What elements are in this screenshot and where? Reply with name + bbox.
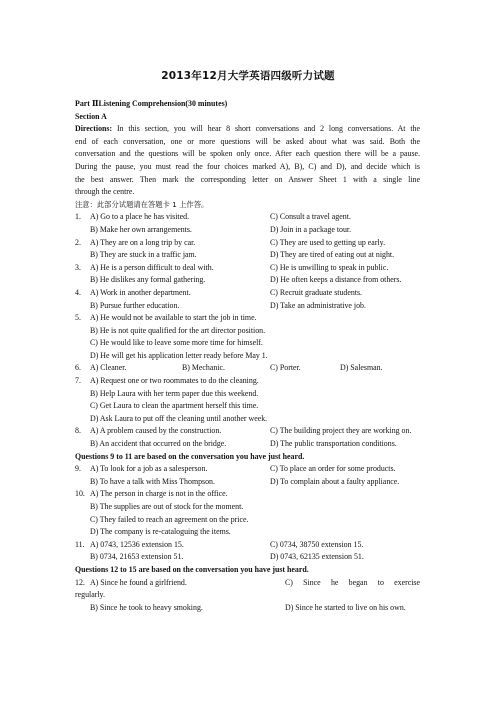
option-c: C) He would like to leave some more time for himself. <box>90 338 263 348</box>
option-b: B) The supplies are out of stock for the moment. <box>90 502 244 511</box>
questions-heading: Questions 12 to 15 are based on the conversation you have just heard. <box>75 564 309 574</box>
option-b: B) An accident that occurred on the bridge. <box>90 439 227 449</box>
option-a: A) He would not be available to start the job in time. <box>90 313 257 323</box>
option-c: C) He is unwilling to speak in public. <box>270 262 389 272</box>
option-d: D) To complain about a faulty appliance. <box>270 476 400 486</box>
option-c: C) They failed to reach an agreement on the price. <box>90 514 249 524</box>
option-d: D) Salesman. <box>340 363 383 373</box>
question-6 <box>75 362 420 375</box>
part-heading: Part ⅡListening Comprehension(30 minutes) <box>75 99 228 108</box>
question-number: 12. <box>75 577 85 587</box>
option-b: B) They are stuck in a traffic jam. <box>90 250 197 260</box>
option-c: C) 0734, 38750 extension 15. <box>270 539 364 549</box>
question-7 <box>75 375 420 388</box>
question-3 <box>75 262 420 275</box>
option-c: C) Porter. <box>270 363 301 373</box>
question-number: 5. <box>75 313 81 323</box>
question-number: 8. <box>75 426 81 436</box>
option-b: B) 0734, 21653 extension 51. <box>90 552 184 562</box>
document-body <box>75 98 420 614</box>
answer-sheet-note: 注意：此部分试题请在答题卡 1 上作答。 <box>75 199 209 209</box>
option-d: D) He often keeps a distance from others. <box>270 275 402 285</box>
question-number: 9. <box>75 464 81 474</box>
option-a: A) They are on a long trip by car. <box>90 237 196 247</box>
question-9 <box>75 463 420 476</box>
question-5 <box>75 312 420 325</box>
option-d: D) The public transportation conditions. <box>270 439 397 449</box>
question-number: 3. <box>75 262 81 272</box>
directions-line: end of each conversation, one or more questions will be asked about what was said. Both the <box>75 136 420 146</box>
question-number: 2. <box>75 237 81 247</box>
directions-line: During the pause, you must read the four choices marked A), B), C) and D), and decide which is <box>75 161 420 171</box>
option-a: A) Request one or two roommates to do the cleaning. <box>90 376 259 386</box>
option-d: D) They are tired of eating out at night. <box>270 250 395 260</box>
option-c: C) The building project they are working on. <box>270 426 412 436</box>
option-c: C) Recruit graduate students. <box>270 287 363 297</box>
question-number: 1. <box>75 212 81 222</box>
directions-line: Directions: In this section, you will hear 8 short conversations and 2 long conversations. At the <box>75 124 420 134</box>
option-d: D) Join in a package tour. <box>270 224 352 234</box>
option-a: A) The person in charge is not in the office. <box>90 489 228 499</box>
question-12-cont <box>75 602 420 615</box>
question-1 <box>75 211 420 224</box>
option-a: A) Go to a place he has visited. <box>90 212 190 222</box>
directions-line: through the centre. <box>75 187 135 197</box>
option-c-cont: regularly. <box>75 590 105 600</box>
question-4-cont <box>75 300 420 313</box>
question-10 <box>75 488 420 501</box>
question-11-cont <box>75 551 420 564</box>
option-d: D) Since he started to live on his own. <box>285 602 406 612</box>
option-c: C) To place an order for some products. <box>270 464 396 474</box>
option-a: A) He is a person difficult to deal with. <box>90 262 214 272</box>
option-a: A) To look for a job as a salesperson. <box>90 464 208 474</box>
directions-label: Directions: <box>75 124 113 134</box>
question-number: 10. <box>75 489 85 499</box>
option-a: A) Cleaner. <box>90 363 127 373</box>
option-d: D) Ask Laura to put off the cleaning until another week. <box>90 413 268 423</box>
option-b: B) Pursue further education. <box>90 300 180 310</box>
option-d: D) He will get his application letter ready before May 1. <box>90 350 268 360</box>
option-b: B) He dislikes any formal gathering. <box>90 275 206 285</box>
question-1-cont <box>75 224 420 237</box>
option-b: B) Since he took to heavy smoking. <box>90 602 203 612</box>
option-b: B) He is not quite qualified for the art director position. <box>90 325 266 335</box>
option-b: B) Make her own arrangements. <box>90 224 192 234</box>
option-c: C) Consult a travel agent. <box>270 212 351 222</box>
option-d: D) Take an administrative job. <box>270 300 366 310</box>
question-2-cont <box>75 249 420 262</box>
option-c: C) Since he began to exercise <box>285 577 420 587</box>
option-b: B) Help Laura with her term paper due this weekend. <box>90 388 259 398</box>
question-number: 4. <box>75 287 81 297</box>
question-12 <box>75 577 420 590</box>
question-3-cont <box>75 274 420 287</box>
question-number: 6. <box>75 363 81 373</box>
question-2 <box>75 237 420 250</box>
option-a: A) Since he found a girlfriend. <box>90 577 187 587</box>
question-number: 11. <box>75 539 85 549</box>
directions-line: the best answer. Then mark the corresponding letter on Answer Sheet 1 with a single line <box>75 174 420 184</box>
option-c: C) They are used to getting up early. <box>270 237 386 247</box>
question-4 <box>75 287 420 300</box>
section-heading: Section A <box>75 111 107 121</box>
option-a: A) 0743, 12536 extension 15. <box>90 539 184 549</box>
option-d: D) 0743, 62135 extension 51. <box>270 552 364 562</box>
question-8 <box>75 425 420 438</box>
option-a: A) Work in another department. <box>90 287 191 297</box>
document-title: 2013年12月大学英语四级听力试题 <box>161 70 335 82</box>
question-8-cont <box>75 438 420 451</box>
option-d: D) The company is re-cataloguing the items. <box>90 527 231 537</box>
question-11 <box>75 539 420 552</box>
option-a: A) A problem caused by the construction. <box>90 426 222 436</box>
question-9-cont <box>75 476 420 489</box>
question-number: 7. <box>75 376 81 386</box>
questions-heading: Questions 9 to 11 are based on the conversation you have just heard. <box>75 451 305 461</box>
directions-line: conversation and the questions will be spoken only once. After each question there will be a pause. <box>75 149 420 159</box>
option-b: B) To have a talk with Miss Thompson. <box>90 476 215 486</box>
option-b: B) Mechanic. <box>182 363 225 373</box>
option-c: C) Get Laura to clean the apartment herself this time. <box>90 401 259 411</box>
